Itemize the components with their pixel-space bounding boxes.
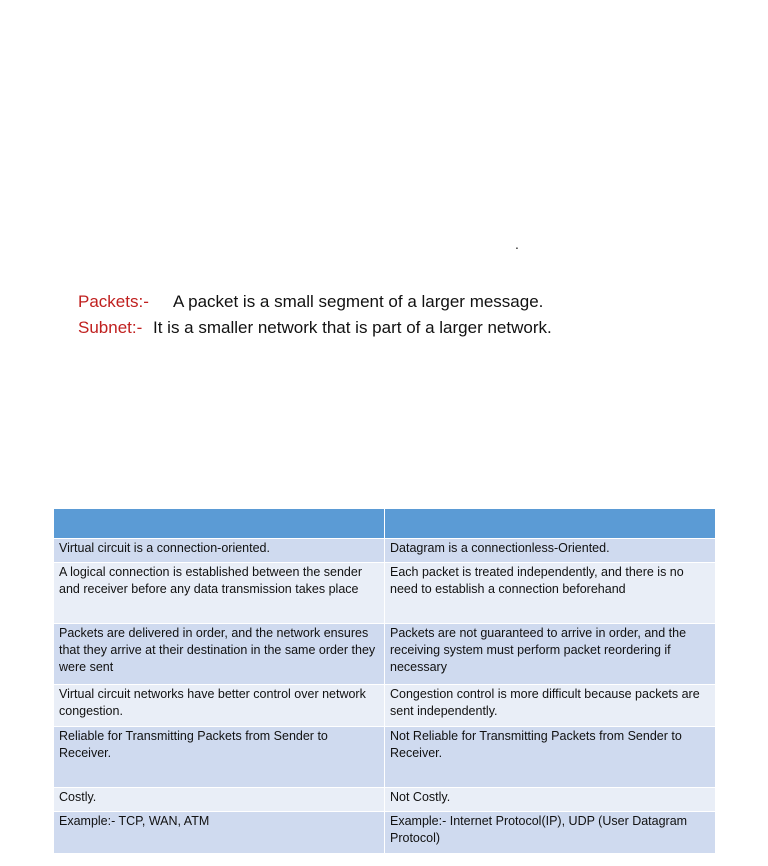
cell-datagram: Datagram is a connectionless-Oriented. bbox=[385, 539, 716, 563]
cell-virtual-circuit: Virtual circuit networks have better control over network congestion. bbox=[54, 685, 385, 727]
cell-virtual-circuit: A logical connection is established between the sender and receiver before any data transmission takes place bbox=[54, 563, 385, 624]
definition-packets bbox=[78, 289, 552, 315]
header-datagram bbox=[385, 509, 716, 539]
definition-subnet bbox=[78, 315, 552, 341]
cell-virtual-circuit: Reliable for Transmitting Packets from Sender to Receiver. bbox=[54, 727, 385, 788]
term-subnet: Subnet:- bbox=[78, 318, 143, 337]
table-row bbox=[54, 812, 716, 854]
cell-virtual-circuit: Packets are delivered in order, and the network ensures that they arrive at their destination in the same order they were sent bbox=[54, 624, 385, 685]
cell-virtual-circuit: Costly. bbox=[54, 788, 385, 812]
cell-datagram: Example:- Internet Protocol(IP), UDP (User Datagram Protocol) bbox=[385, 812, 716, 854]
table-row bbox=[54, 624, 716, 685]
definition-subnet-text: It is a smaller network that is part of a larger network. bbox=[153, 318, 552, 337]
table-row bbox=[54, 685, 716, 727]
cell-virtual-circuit: Example:- TCP, WAN, ATM bbox=[54, 812, 385, 854]
table-row bbox=[54, 727, 716, 788]
cell-datagram: Not Reliable for Transmitting Packets from Sender to Receiver. bbox=[385, 727, 716, 788]
table-row bbox=[54, 563, 716, 624]
cell-datagram: Not Costly. bbox=[385, 788, 716, 812]
table-row bbox=[54, 788, 716, 812]
stray-dot: . bbox=[515, 236, 519, 252]
definition-packets-text: A packet is a small segment of a larger message. bbox=[173, 292, 544, 311]
header-virtual-circuit bbox=[54, 509, 385, 539]
cell-datagram: Each packet is treated independently, and there is no need to establish a connection beforehand bbox=[385, 563, 716, 624]
comparison-table bbox=[53, 508, 716, 854]
cell-datagram: Packets are not guaranteed to arrive in order, and the receiving system must perform packet reordering if necessary bbox=[385, 624, 716, 685]
cell-virtual-circuit: Virtual circuit is a connection-oriented. bbox=[54, 539, 385, 563]
table-header-row bbox=[54, 509, 716, 539]
cell-datagram: Congestion control is more difficult because packets are sent independently. bbox=[385, 685, 716, 727]
definitions-block bbox=[78, 289, 552, 341]
term-packets: Packets:- bbox=[78, 292, 149, 311]
table-row bbox=[54, 539, 716, 563]
